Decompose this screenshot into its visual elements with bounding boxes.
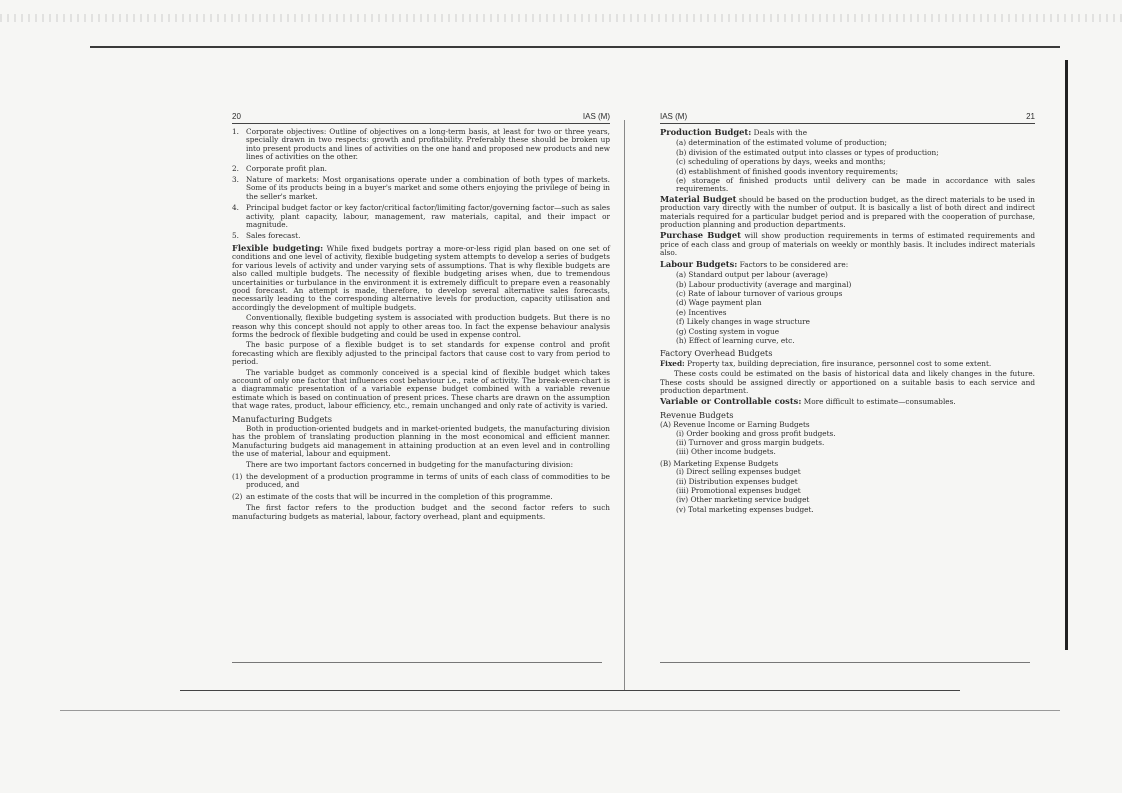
running-head: IAS (M) [660,112,688,121]
list-item: 4. Principal budget factor or key factor/critical factor/limiting factor/governing factor—such as sales activity, plant capacity, labour, management, raw materials, capital, and their impact or magnitude. [232,203,610,230]
left-page-footer-rule [232,662,602,663]
marketing-expense-heading: (B) Marketing Expense Budgets [660,458,779,468]
paragraph: The variable budget as commonly conceived is a special kind of flexible budget which takes account of only one factor that influences cost behaviour i.e., rate of activity. The break-even-chart is a diagrammatic presentation of a variable expense budget combined with a variable revenue estimate which is based on continuation of present prices. These charts are drawn on the assumption that wage rates, product, labour efficiency, etc., remain unchanged and only rate of activity is varied. [232,367,610,411]
page-number: 20 [232,112,241,121]
marketing-expense-list [660,468,1035,514]
paragraph: The basic purpose of a flexible budget is to set standards for expense control and profit forecasting which are flexibly adjusted to the principal factors that cause cost to vary from period to period. [232,340,610,367]
variable-cost-paragraph: Variable or Controllable costs: More difficult to estimate—consumables. [660,396,956,407]
section-heading: Factory Overhead Budgets [660,348,773,359]
flexible-budgeting-paragraph: Flexible budgeting: While fixed budgets portray a more-or-less rigid plan based on one set of conditions and one level of activity, flexible budgeting system attempts to develop a series of budgets for various levels of activity and under varying sets of assumptions. That is why flexible budgets are also called multiple budgets. The necessity of flexible budgeting arises when, due to tremendous uncertainities or turbulance in the environment it is extremely difficult to prepare even a reasonably good forecast. An attempt is made, therefore, to develop several alternative sales forecasts, necessarily leading to the corresponding alternative levels for production, capacity utilisation and accordingly the development of multiple budgets. [232,242,611,312]
paragraph: Conventionally, flexible budgeting system is associated with production budgets. But there is no reason why this concept should not apply to other areas too. In fact the expense behaviour analysis forms the bedrock of flexible budgeting and could be used in expense control. [232,313,610,339]
left-page-header [232,112,610,124]
revenue-income-heading: (A) Revenue Income or Earning Budgets [660,420,810,430]
material-budget-paragraph: Material Budget should be based on the production budget, as the direct materials to be used in production vary directly with the number of output. It is basically a list of both direct and indirect materials required for a particular budget period and is prepared with the cooperation of purchase, production planning and production departments. [660,193,1036,230]
labour-budget-paragraph: Labour Budgets: Factors to be considered are: [660,258,849,269]
list-item: (d) Wage payment plan [676,298,762,308]
section-heading: Manufacturing Budgets [232,413,332,424]
purchase-budget-paragraph: Purchase Budget will show production requirements in terms of estimated requirements and price of each class and group of materials on weekly or monthly basis. It includes indirect materials also. [660,230,1035,258]
list-item: 2. Corporate profit plan. [232,163,327,173]
list-item: (g) Costing system in vogue [676,326,780,336]
left-page-body [232,128,610,521]
labour-list [660,271,1035,345]
list-item: (iii) Promotional expenses budget [676,486,801,496]
frame-right-edge [1065,60,1068,650]
list-item: 5. Sales forecast. [232,231,301,241]
production-list [660,139,1035,193]
list-item: (c) scheduling of operations by days, weeks and months; [676,157,886,167]
list-item: (iii) Other income budgets. [676,447,776,457]
scan-noise-top [0,14,1122,22]
paragraph: There are two important factors concerned in budgeting for the manufacturing division: [246,459,574,469]
right-page [660,112,1035,515]
right-page-footer-rule [660,662,1030,663]
paragraph: These costs could be estimated on the basis of historical data and likely changes in the future. These costs should be assigned directly or apportioned on a suitable basis to each service and production department. [660,369,1035,395]
section-heading: Revenue Budgets [660,409,734,420]
book-gutter [624,120,625,690]
list-item: (h) Effect of learning curve, etc. [676,335,795,345]
production-budget-paragraph: Production Budget: Deals with the [660,127,808,137]
paragraph: Both in production-oriented budgets and in market-oriented budgets, the manufacturing division has the problem of translating production planning in the most economical and efficient manner. Manufacturing budgets aid management in attaining production at an even level and in controlling the use of material, labour and equipment. [232,424,610,459]
list-item: (v) Total marketing expenses budget. [676,504,814,514]
right-page-header [660,112,1035,124]
list-item: (i) Direct selling expenses budget [676,467,801,477]
objectives-list [232,128,610,241]
right-page-body [660,128,1035,514]
factors-list [232,473,610,501]
page-number: 21 [1026,112,1035,121]
paragraph: The first factor refers to the production budget and the second factor refers to such manufacturing budgets as material, labour, factory overhead, plant and equipments. [232,503,610,521]
list-item: (b) Labour productivity (average and marginal) [676,279,852,289]
list-item: (i) Order booking and gross profit budgets. [676,428,836,438]
list-item: (b) division of the estimated output into classes or types of production; [676,147,939,157]
list-item: (iv) Other marketing service budget [676,495,810,505]
list-item: (2) an estimate of the costs that will be incurred in the completion of this programme. [232,491,553,501]
list-item: (ii) Turnover and gross margin budgets. [676,438,825,447]
list-item: (c) Rate of labour turnover of various groups [676,288,843,298]
list-item: (a) Standard output per labour (average) [676,270,828,280]
list-item: (e) Incentives [676,307,727,317]
scan-bottom-line [60,710,1060,711]
list-item: (e) storage of finished products until delivery can be made in accordance with sales requirements. [676,176,1035,194]
running-head: IAS (M) [582,112,610,121]
list-item: (d) establishment of finished goods inventory requirements; [676,166,899,176]
fixed-cost-paragraph: Fixed: Property tax, building depreciation, fire insurance, personnel cost to some extent. [660,358,992,368]
list-item: (1) the development of a production programme in terms of units of each class of commodities to be produced, and [232,472,610,490]
list-item: (f) Likely changes in wage structure [676,317,810,327]
revenue-income-list [660,430,1035,457]
list-item: (a) determination of the estimated volume of production; [676,138,887,148]
list-item: 1. Corporate objectives: Outline of objectives on a long-term basis, at least for two or three years, specially drawn in two respects: growth and profitability. Preferably these should be broken up into present products and lines of activities on the one hand and proposed new products and new lines of activities on the other. [232,127,610,162]
frame-bottom-edge [180,690,960,691]
left-page [232,112,610,523]
list-item: (ii) Distribution expenses budget [676,476,798,486]
frame-top-edge [90,46,1060,48]
list-item: 3. Nature of markets: Most organisations operate under a combination of both types of markets. Some of its products being in a buyer's market and some others enjoying the privilege of being in the seller's market. [232,175,610,201]
